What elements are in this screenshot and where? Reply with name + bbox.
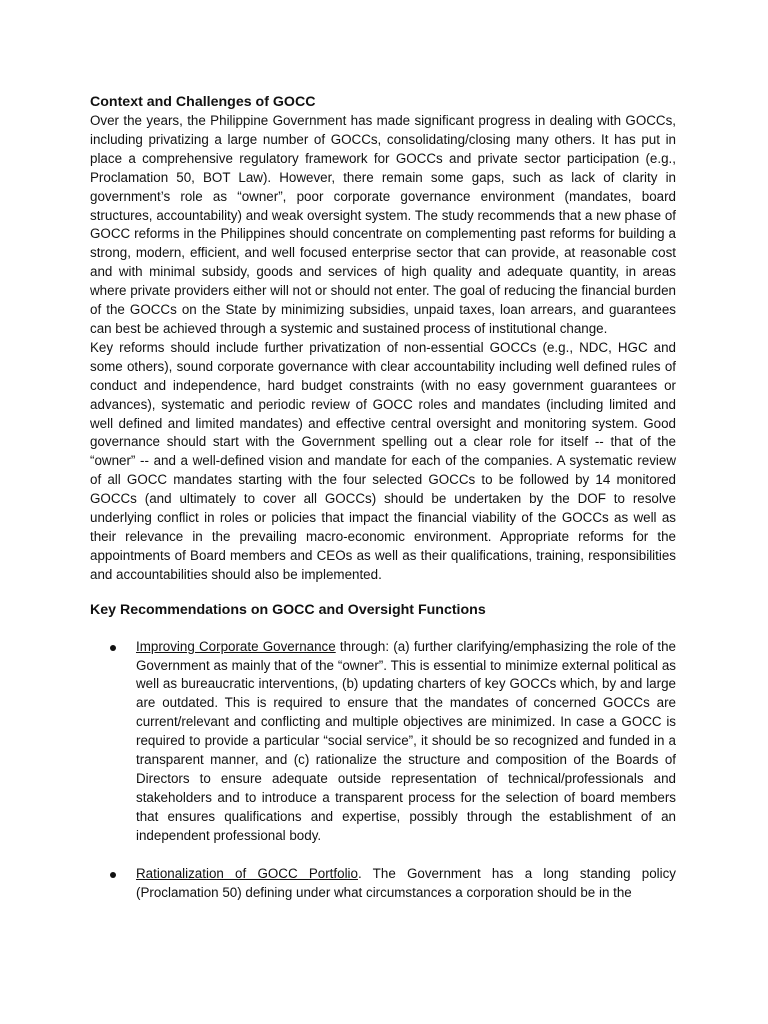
paragraph-context-1: Over the years, the Philippine Government has made significant progress in dealing with GOCCs, including privatizing a large number of GOCCs, consolidating/closing many others. It has put in place a comprehensive regulatory framework for GOCCs and private sector participation (e.g., Proclamation 50, BOT Law). However, there remain some gaps, such as lack of clarity in government’s role as “owner”, poor corporate governance environment (mandates, board structures, accountability) and weak oversight system. The study recommends that a new phase of GOCC reforms in the Philippines should concentrate on complementing past reforms for building a strong, modern, efficient, and well focused enterprise sector that can provide, at reasonable cost and with minimal subsidy, goods and services of high quality and adequate quantity, in areas where private providers either will not or should not enter. The goal of reducing the financial burden of the GOCCs on the State by minimizing subsidies, unpaid taxes, loan arrears, and guarantees can best be achieved through a systemic and sustained process of institutional change. <box>90 113 676 336</box>
document-body <box>90 93 676 902</box>
list-item <box>90 865 676 903</box>
recommendations-list <box>90 638 676 903</box>
paragraph-context-2: Key reforms should include further privatization of non-essential GOCCs (e.g., NDC, HGC and some others), sound corporate governance with clear accountability including well defined rules of conduct and independence, hard budget constraints (with no easy government guarantees or advances), systematic and periodic review of GOCC roles and mandates (including limited and well defined and limited mandates) and effective central oversight and monitoring system. Good governance should start with the Government spelling out a clear role for itself -- that of the “owner” -- and a well-defined vision and mandate for each of the companies. A systematic review of all GOCC mandates starting with the four selected GOCCs to be followed by 14 monitored GOCCs (and ultimately to cover all GOCCs) should be undertaken by the DOF to resolve underlying conflict in roles or policies that impact the financial viability of the GOCCs as well as their relevance in the prevailing macro-economic environment. Appropriate reforms for the appointments of Board members and CEOs as well as their qualifications, training, responsibilities and accountabilities should also be implemented. <box>90 339 676 582</box>
list-item <box>90 638 676 846</box>
recommendation-title: Rationalization of GOCC Portfolio <box>136 865 358 881</box>
bullet-icon <box>110 872 116 878</box>
recommendation-text: through: (a) further clarifying/emphasizing the role of the Government as mainly that of the “owner”. This is essential to minimize external political as well as bureaucratic interventions, (b) updating charters of key GOCCs which, by and large are outdated. This is required to ensure that the mandates of concerned GOCCs are current/relevant and conflicting and multiple objectives are minimized. In case a GOCC is required to provide a particular “social service”, it should be so recognized and funded in a transparent manner, and (c) rationalize the structure and composition of the Boards of Directors to ensure adequate outside representation of technical/professionals and stakeholders and to introduce a transparent process for the selection of board members that ensures qualifications and expertise, possibly through the establishment of an independent professional body. <box>136 638 676 843</box>
bullet-icon <box>110 645 116 651</box>
section-heading-context: Context and Challenges of GOCC <box>90 94 316 110</box>
recommendation-text: . The Government has a long standing policy (Proclamation 50) defining under what circumstances a corporation should be in the <box>136 865 676 900</box>
recommendation-title: Improving Corporate Governance <box>136 638 336 654</box>
section-heading-recommendations: Key Recommendations on GOCC and Oversight Functions <box>90 601 486 618</box>
